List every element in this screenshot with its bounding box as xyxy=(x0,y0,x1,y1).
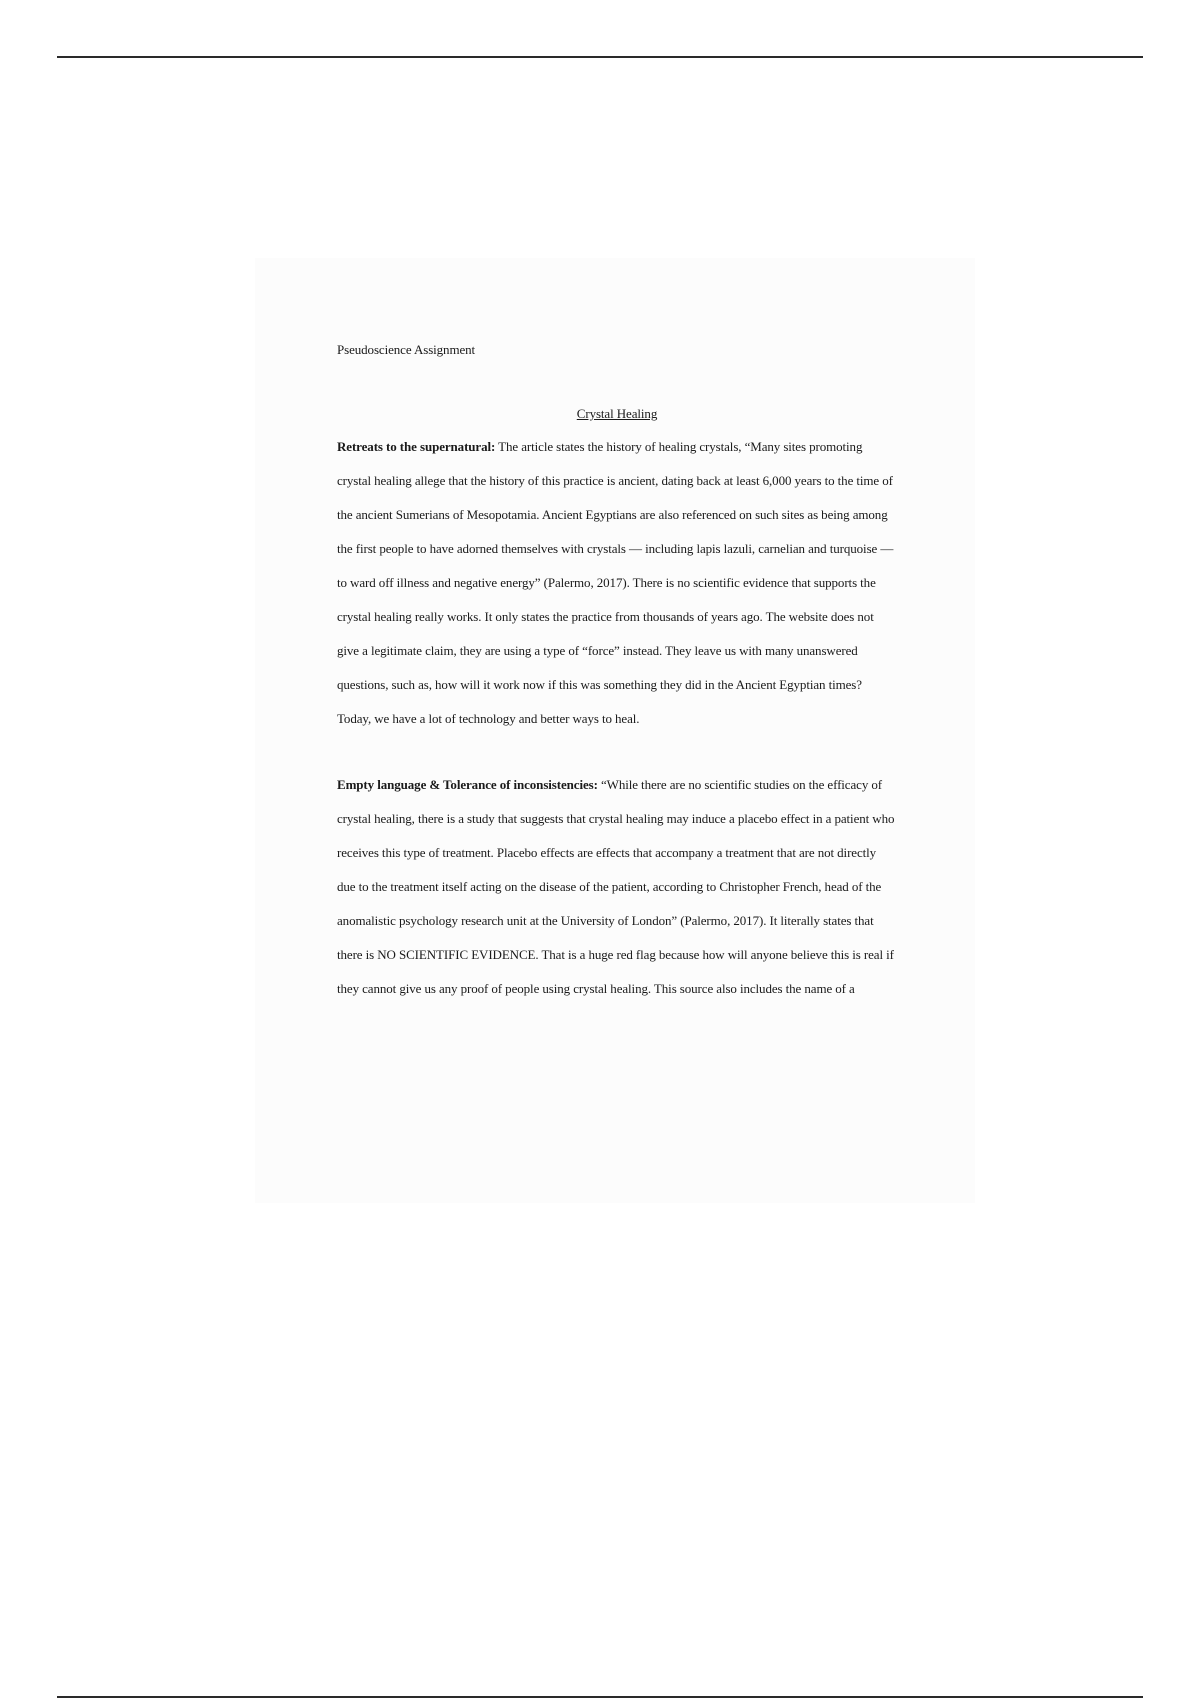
document-content xyxy=(337,340,897,1006)
bottom-divider xyxy=(57,1696,1143,1698)
top-divider xyxy=(57,56,1143,58)
paragraph-empty-language xyxy=(337,768,897,1006)
paragraph-body: The article states the history of healing crystals, “Many sites promoting crystal healing allege that the history of this practice is ancient, dating back at least 6,000 years to the time of the ancient Sumerians of Mesopotamia. Ancient Egyptians are also referenced on such sites as being among the first people to have adorned themselves with crystals — including lapis lazuli, carnelian and turquoise — to ward off illness and negative energy” (Palermo, 2017). There is no scientific evidence that supports the crystal healing really works. It only states the practice from thousands of years ago. The website does not give a legitimate claim, they are using a type of “force” instead. They leave us with many unanswered questions, such as, how will it work now if this was something they did in the Ancient Egyptian times? Today, we have a lot of technology and better ways to heal. xyxy=(337,439,894,726)
document-title: Crystal Healing xyxy=(576,406,658,421)
paragraph-lead: Empty language & Tolerance of inconsistencies: xyxy=(337,777,598,792)
paragraph-body: “While there are no scientific studies on the efficacy of crystal healing, there is a study that suggests that crystal healing may induce a placebo effect in a patient who receives this type of treatment. Placebo effects are effects that accompany a treatment that are not directly due to the treatment itself acting on the disease of the patient, according to Christopher French, head of the anomalistic psychology research unit at the University of London” (Palermo, 2017). It literally states that there is NO SCIENTIFIC EVIDENCE. That is a huge red flag because how will anyone believe this is real if they cannot give us any proof of people using crystal healing. This source also includes the name of a xyxy=(337,777,895,996)
document-header: Pseudoscience Assignment xyxy=(337,342,476,357)
paragraph-lead: Retreats to the supernatural: xyxy=(337,439,496,454)
paragraph-supernatural xyxy=(337,430,897,736)
